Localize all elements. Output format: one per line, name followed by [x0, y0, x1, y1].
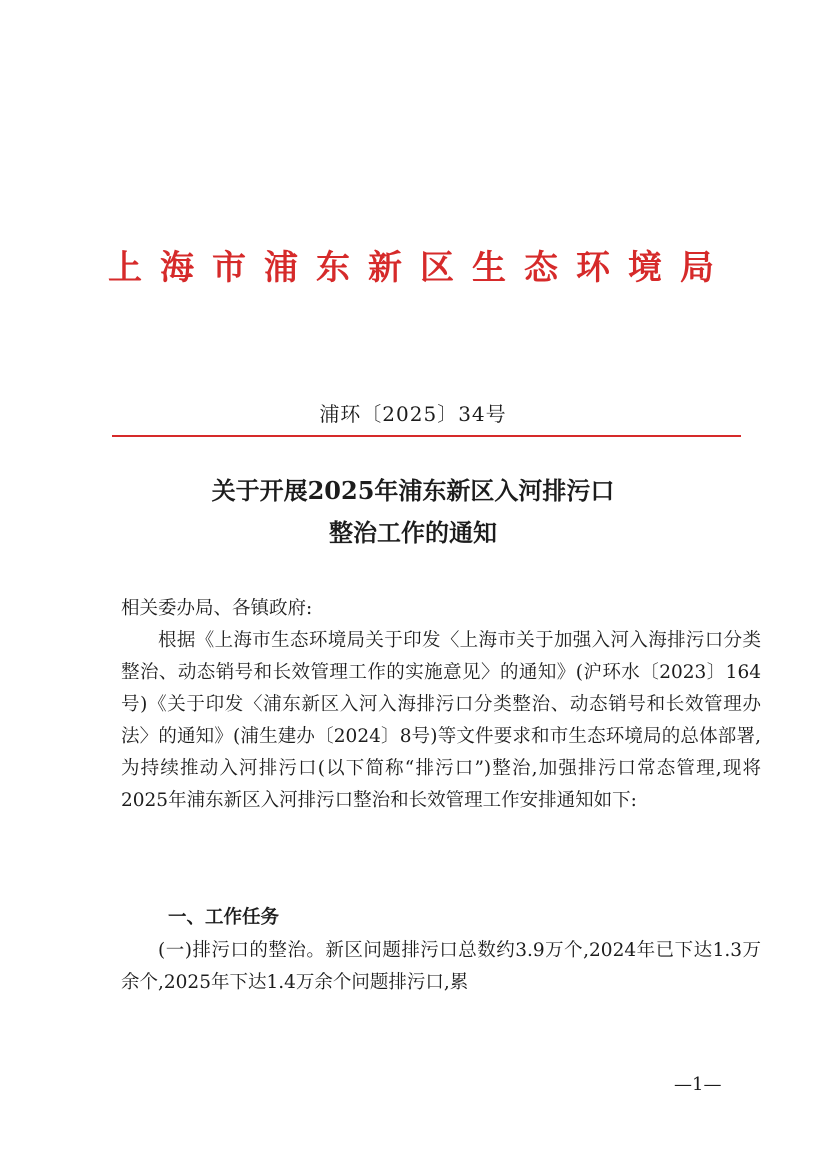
document-title-line-2: 整治工作的通知: [329, 518, 497, 547]
document-number: 浦环〔2025〕34号: [319, 402, 507, 426]
red-divider-line: [112, 435, 741, 437]
body-paragraph-2: (一)排污口的整治。新区问题排污口总数约3.9万个,2024年已下达1.3万余个,2025年下达1.4万余个问题排污口,累: [121, 940, 761, 993]
body-paragraph-1: 根据《上海市生态环境局关于印发〈上海市关于加强入河入海排污口分类整治、动态销号和长效管理工作的实施意见〉的通知》(沪环水〔2023〕164号)《关于印发〈浦东新区入河入海排污口分类整治、动态销号和长效管理办法〉的通知》(浦生建办〔2024〕8号)等文件要求和市生态环境局的总体部署,为持续推动入河排污口(以下简称“排污口”)整治,加强排污口常态管理,现将2025年浦东新区入河排污口整治和长效管理工作安排通知如下:: [121, 630, 761, 811]
issuing-agency-name: 上海市浦东新区生态环境局: [108, 248, 732, 288]
section-heading-1: 一、工作任务: [168, 907, 280, 928]
page-number: —1—: [674, 1074, 722, 1095]
addressee: 相关委办局、各镇政府:: [121, 598, 313, 619]
document-title-line-1: 关于开展2025年浦东新区入河排污口: [211, 476, 615, 505]
